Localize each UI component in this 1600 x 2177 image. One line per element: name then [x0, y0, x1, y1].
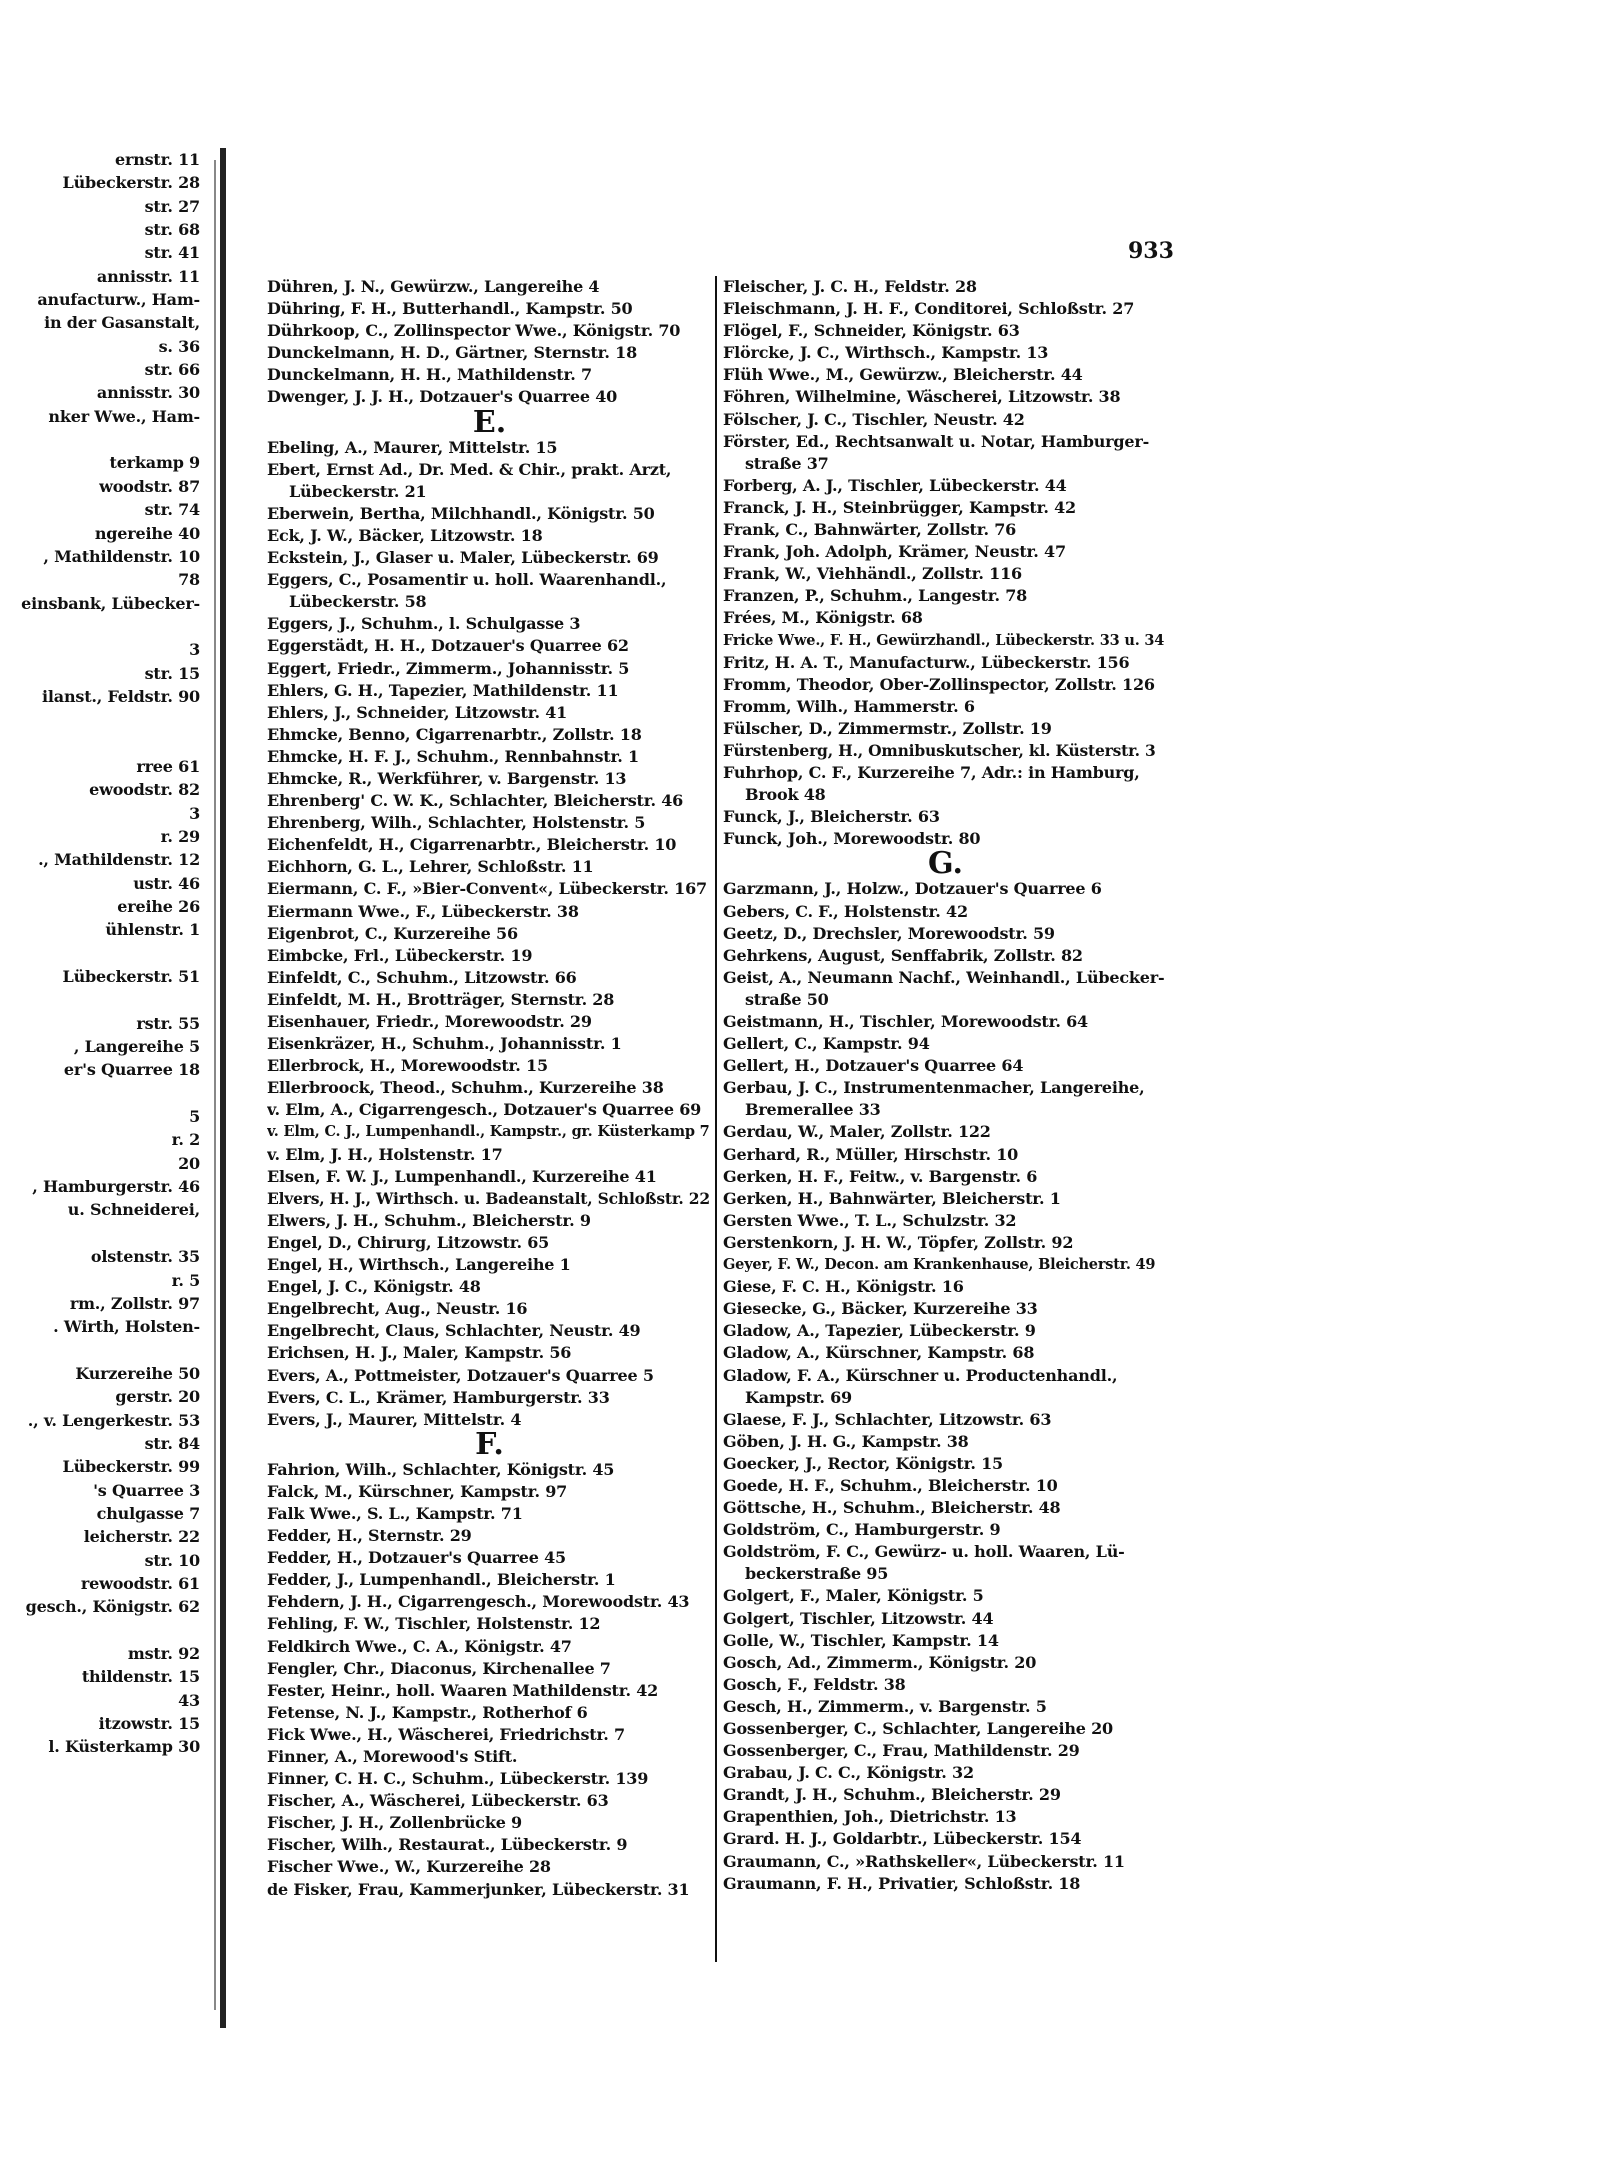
entry-continuation: Lübeckerstr. 58: [289, 592, 427, 612]
left-fragment-line: [0, 708, 200, 731]
directory-entry: Einfeldt, M. H., Brotträger, Sternstr. 28: [267, 989, 615, 1009]
entry-continuation: Kampstr. 69: [745, 1387, 852, 1407]
directory-entry: Fuhrhop, C. F., Kurzereihe 7, Adr.: in Hamburg,: [723, 763, 1140, 783]
directory-entry: Engel, H., Wirthsch., Langereihe 1: [267, 1255, 571, 1275]
left-fragment-line: annisstr. 30: [96, 383, 200, 403]
entry-continuation: straße 50: [745, 989, 829, 1009]
directory-column-left: [267, 276, 712, 1901]
section-letter: F.: [475, 1426, 504, 1462]
directory-entry: Geyer, F. W., Decon. am Krankenhause, Bleicherstr. 49: [723, 1256, 1156, 1274]
directory-entry: Eigenbrot, C., Kurzereihe 56: [267, 923, 518, 943]
directory-entry: Gerken, H. F., Feitw., v. Bargenstr. 6: [723, 1166, 1038, 1186]
directory-entry: Gladow, F. A., Kürschner u. Productenhandl.,: [723, 1365, 1118, 1385]
left-fragment-line: l. Küsterkamp 30: [48, 1737, 200, 1757]
left-fragment-line: [0, 1222, 200, 1245]
directory-entry: Elsen, F. W. J., Lumpenhandl., Kurzereihe 41: [267, 1166, 657, 1186]
left-fragment-line: r. 2: [171, 1130, 200, 1150]
directory-entry: Fleischer, J. C. H., Feldstr. 28: [723, 277, 977, 296]
left-fragment-line: ustr. 46: [133, 873, 200, 893]
directory-entry: Fischer Wwe., W., Kurzereihe 28: [267, 1857, 551, 1877]
left-fragment-line: [0, 615, 200, 638]
directory-entry: Ebert, Ernst Ad., Dr. Med. & Chir., prakt. Arzt,: [267, 459, 672, 479]
directory-entry: Dwenger, J. J. H., Dotzauer's Quarree 40: [267, 387, 618, 407]
directory-entry: Frank, C., Bahnwärter, Zollstr. 76: [723, 520, 1017, 540]
left-fragment-line: Kurzereihe 50: [75, 1363, 200, 1383]
directory-entry: Fricke Wwe., F. H., Gewürzhandl., Lübeckerstr. 33 u. 34: [723, 631, 1165, 649]
directory-entry: Elvers, H. J., Wirthsch. u. Badeanstalt, Schloßstr. 22: [267, 1188, 710, 1208]
left-fragment-line: u. Schneiderei,: [67, 1200, 200, 1220]
left-fragment-line: [0, 1082, 200, 1105]
directory-entry: Fromm, Wilh., Hammerstr. 6: [723, 696, 975, 716]
left-fragment-line: 43: [178, 1690, 200, 1710]
directory-entry: Fetense, N. J., Kampstr., Rotherhof 6: [267, 1702, 588, 1722]
directory-entry: Gladow, A., Tapezier, Lübeckerstr. 9: [723, 1321, 1036, 1341]
directory-entry: Förster, Ed., Rechtsanwalt u. Notar, Hamburger-: [723, 431, 1150, 451]
directory-entry: Glaese, F. J., Schlachter, Litzowstr. 63: [723, 1409, 1052, 1429]
directory-entry: Golgert, Tischler, Litzowstr. 44: [723, 1608, 994, 1628]
left-fragment-line: str. 41: [144, 243, 200, 263]
directory-entry: Ehlers, G. H., Tapezier, Mathildenstr. 11: [267, 680, 619, 700]
directory-entry: Funck, Joh., Morewoodstr. 80: [723, 829, 981, 849]
directory-entry: de Fisker, Frau, Kammerjunker, Lübeckerstr. 31: [267, 1879, 690, 1899]
directory-entry: Gladow, A., Kürschner, Kampstr. 68: [723, 1343, 1035, 1363]
left-fragment-line: s. 36: [158, 336, 200, 356]
directory-entry: Ehmcke, Benno, Cigarrenarbtr., Zollstr. 18: [267, 724, 642, 744]
left-fragment-line: str. 68: [144, 220, 200, 240]
directory-entry: Fedder, J., Lumpenhandl., Bleicherstr. 1: [267, 1570, 616, 1590]
directory-entry: Fahrion, Wilh., Schlachter, Königstr. 45: [267, 1459, 615, 1479]
directory-entry: Gerken, H., Bahnwärter, Bleicherstr. 1: [723, 1188, 1061, 1208]
directory-entry: Erichsen, H. J., Maler, Kampstr. 56: [267, 1343, 572, 1363]
left-fragment-line: leicherstr. 22: [83, 1527, 200, 1547]
directory-entry: Grard. H. J., Goldarbtr., Lübeckerstr. 154: [723, 1829, 1082, 1849]
left-fragment-line: rm., Zollstr. 97: [69, 1293, 200, 1313]
directory-entry: Flörcke, J. C., Wirthsch., Kampstr. 13: [723, 343, 1049, 363]
section-letter: G.: [928, 846, 963, 882]
directory-entry: Fehdern, J. H., Cigarrengesch., Morewoodstr. 43: [267, 1592, 690, 1612]
directory-entry: v. Elm, J. H., Holstenstr. 17: [267, 1144, 503, 1164]
entry-continuation: straße 37: [745, 453, 829, 473]
left-fragment-line: gerstr. 20: [115, 1387, 200, 1407]
directory-entry: Fischer, A., Wäscherei, Lübeckerstr. 63: [267, 1791, 609, 1811]
left-fragment-line: mstr. 92: [127, 1644, 200, 1663]
left-fragment-line: ., Mathildenstr. 12: [38, 850, 200, 870]
entry-continuation: beckerstraße 95: [745, 1564, 889, 1584]
left-fragment-line: itzowstr. 15: [98, 1714, 200, 1734]
left-fragment-line: r. 5: [171, 1270, 200, 1290]
directory-entry: Finner, A., Morewood's Stift.: [267, 1747, 518, 1766]
left-fragment-line: thildenstr. 15: [81, 1667, 200, 1687]
directory-entry: Dühren, J. N., Gewürzw., Langereihe 4: [267, 277, 600, 296]
directory-entry: Eggers, J., Schuhm., l. Schulgasse 3: [267, 614, 581, 634]
directory-entry: Evers, J., Maurer, Mittelstr. 4: [267, 1409, 522, 1429]
left-fragment-line: ernstr. 11: [114, 150, 200, 169]
left-fragment-line: Lübeckerstr. 99: [62, 1457, 200, 1477]
directory-entry: Geetz, D., Drechsler, Morewoodstr. 59: [723, 923, 1055, 943]
directory-entry: Einfeldt, C., Schuhm., Litzowstr. 66: [267, 967, 577, 987]
directory-entry: Eisenkräzer, H., Schuhm., Johannisstr. 1: [267, 1034, 622, 1054]
left-fragment-line: chulgasse 7: [96, 1503, 200, 1523]
directory-entry: Geist, A., Neumann Nachf., Weinhandl., Lübecker-: [723, 967, 1165, 987]
directory-entry: Gellert, H., Dotzauer's Quarree 64: [723, 1056, 1024, 1076]
book-gutter: [220, 148, 226, 2028]
left-fragment-line: rree 61: [136, 756, 200, 776]
entry-continuation: Bremerallee 33: [745, 1100, 881, 1120]
directory-entry: Gerbau, J. C., Instrumentenmacher, Langereihe,: [723, 1078, 1145, 1098]
directory-column-right: [723, 276, 1168, 1895]
left-fragment-line: [0, 428, 200, 451]
directory-entry: Gossenberger, C., Frau, Mathildenstr. 29: [723, 1741, 1080, 1761]
directory-entry: Fritz, H. A. T., Manufacturw., Lübeckerstr. 156: [723, 652, 1130, 672]
directory-entry: Eimbcke, Frl., Lübeckerstr. 19: [267, 945, 533, 965]
left-fragment-line: str. 15: [144, 663, 200, 683]
directory-entry: Gellert, C., Kampstr. 94: [723, 1034, 930, 1054]
directory-entry: Eichhorn, G. L., Lehrer, Schloßstr. 11: [267, 857, 594, 877]
directory-entry: Dührkoop, C., Zollinspector Wwe., Königstr. 70: [267, 321, 681, 341]
directory-entry: Graumann, C., »Rathskeller«, Lübeckerstr. 11: [723, 1851, 1125, 1871]
column-rule: [715, 276, 717, 1962]
directory-entry: Gossenberger, C., Schlachter, Langereihe 20: [723, 1719, 1113, 1738]
directory-entry: Eichenfeldt, H., Cigarrenarbtr., Bleicherstr. 10: [267, 835, 677, 855]
directory-entry: Grandt, J. H., Schuhm., Bleicherstr. 29: [723, 1785, 1061, 1805]
directory-entry: Giese, F. C. H., Königstr. 16: [723, 1277, 964, 1297]
directory-entry: Ebeling, A., Maurer, Mittelstr. 15: [267, 437, 558, 457]
directory-entry: Geistmann, H., Tischler, Morewoodstr. 64: [723, 1012, 1088, 1031]
directory-entry: Dühring, F. H., Butterhandl., Kampstr. 50: [267, 299, 633, 319]
page-number: 933: [1128, 238, 1174, 264]
directory-entry: Fester, Heinr., holl. Waaren Mathildenstr. 42: [267, 1680, 659, 1700]
left-fragment-line: [0, 942, 200, 965]
directory-entry: Eiermann, C. F., »Bier-Convent«, Lübeckerstr. 167: [267, 879, 707, 899]
directory-entry: Fischer, Wilh., Restaurat., Lübeckerstr. 9: [267, 1835, 628, 1855]
left-fragment-line: terkamp 9: [109, 453, 200, 473]
directory-entry: Fölscher, J. C., Tischler, Neustr. 42: [723, 409, 1025, 429]
left-fragment-line: Lübeckerstr. 28: [62, 173, 200, 193]
directory-entry: Engelbrecht, Claus, Schlachter, Neustr. 49: [267, 1321, 641, 1341]
directory-entry: Fromm, Theodor, Ober-Zollinspector, Zollstr. 126: [723, 674, 1155, 694]
directory-entry: Fleischmann, J. H. F., Conditorei, Schloßstr. 27: [723, 299, 1135, 319]
left-fragment-line: ühlenstr. 1: [105, 920, 200, 940]
left-fragment-line: nker Wwe., Ham-: [48, 406, 200, 426]
directory-entry: Ehmcke, R., Werkführer, v. Bargenstr. 13: [267, 768, 627, 788]
left-fragment-line: ngereihe 40: [94, 523, 200, 543]
directory-entry: Ellerbrock, H., Morewoodstr. 15: [267, 1056, 548, 1076]
directory-entry: Eggert, Friedr., Zimmerm., Johannisstr. 5: [267, 658, 630, 678]
left-fragment-line: [0, 1619, 200, 1642]
directory-entry: Frées, M., Königstr. 68: [723, 608, 923, 628]
left-fragment-line: str. 66: [144, 360, 200, 380]
directory-entry: Flögel, F., Schneider, Königstr. 63: [723, 321, 1020, 341]
directory-entry: Engel, J. C., Königstr. 48: [267, 1277, 481, 1297]
left-fragment-line: 3: [189, 803, 200, 823]
left-fragment-line: gesch., Königstr. 62: [25, 1597, 200, 1617]
entry-continuation: Lübeckerstr. 21: [289, 481, 427, 501]
directory-entry: Gerhard, R., Müller, Hirschstr. 10: [723, 1144, 1019, 1164]
directory-entry: Feldkirch Wwe., C. A., Königstr. 47: [267, 1636, 572, 1656]
left-fragment-line: , Hamburgerstr. 46: [32, 1177, 200, 1197]
directory-entry: Frank, W., Viehhändl., Zollstr. 116: [723, 564, 1022, 584]
directory-entry: Gebers, C. F., Holstenstr. 42: [723, 901, 968, 921]
directory-entry: Gesch, H., Zimmerm., v. Bargenstr. 5: [723, 1696, 1047, 1716]
directory-entry: Golgert, F., Maler, Königstr. 5: [723, 1586, 984, 1606]
left-fragment-line: ., v. Lengerkestr. 53: [27, 1410, 200, 1430]
left-fragment-line: ereihe 26: [117, 897, 200, 916]
directory-entry: Eisenhauer, Friedr., Morewoodstr. 29: [267, 1012, 592, 1031]
left-fragment-line: 3: [189, 640, 200, 660]
directory-entry: Fürstenberg, H., Omnibuskutscher, kl. Küsterstr. 3: [723, 740, 1156, 760]
directory-entry: Gehrkens, August, Senffabrik, Zollstr. 82: [723, 945, 1083, 965]
directory-entry: Gosch, F., Feldstr. 38: [723, 1674, 906, 1694]
directory-entry: Garzmann, J., Holzw., Dotzauer's Quarree 6: [723, 879, 1102, 899]
left-fragment-line: 's Quarree 3: [93, 1480, 200, 1500]
left-fragment-line: 20: [178, 1153, 200, 1173]
directory-entry: Elwers, J. H., Schuhm., Bleicherstr. 9: [267, 1210, 591, 1230]
directory-entry: Eberwein, Bertha, Milchhandl., Königstr. 50: [267, 503, 655, 523]
left-fragment-line: str. 27: [144, 196, 200, 216]
directory-entry: Göben, J. H. G., Kampstr. 38: [723, 1431, 969, 1451]
directory-entry: Föhren, Wilhelmine, Wäscherei, Litzowstr. 38: [723, 387, 1121, 407]
section-letter: E.: [472, 404, 507, 440]
left-fragment-line: anufacturw., Ham-: [37, 290, 200, 310]
left-fragment-line: str. 10: [144, 1550, 200, 1570]
left-fragment-line: rstr. 55: [136, 1013, 200, 1033]
directory-entry: Eiermann Wwe., F., Lübeckerstr. 38: [267, 901, 579, 921]
directory-entry: Evers, C. L., Krämer, Hamburgerstr. 33: [267, 1387, 610, 1407]
left-fragment-line: in der Gasanstalt,: [44, 313, 200, 333]
directory-entry: Falk Wwe., S. L., Kampstr. 71: [267, 1503, 523, 1523]
directory-entry: Gerdau, W., Maler, Zollstr. 122: [723, 1122, 991, 1142]
directory-entry: Eckstein, J., Glaser u. Maler, Lübeckerstr. 69: [267, 548, 659, 568]
directory-entry: Fischer, J. H., Zollenbrücke 9: [267, 1813, 522, 1833]
directory-entry: Gersten Wwe., T. L., Schulzstr. 32: [723, 1210, 1017, 1230]
directory-entry: v. Elm, A., Cigarrengesch., Dotzauer's Quarree 69: [267, 1100, 702, 1120]
directory-entry: Flüh Wwe., M., Gewürzw., Bleicherstr. 44: [723, 365, 1083, 385]
left-fragment-line: er's Quarree 18: [63, 1060, 200, 1080]
directory-entry: Ehlers, J., Schneider, Litzowstr. 41: [267, 702, 568, 722]
directory-entry: Goede, H. F., Schuhm., Bleicherstr. 10: [723, 1475, 1058, 1495]
directory-entry: Gosch, Ad., Zimmerm., Königstr. 20: [723, 1652, 1037, 1672]
directory-entry: Fick Wwe., H., Wäscherei, Friedrichstr. 7: [267, 1724, 625, 1744]
directory-entry: Evers, A., Pottmeister, Dotzauer's Quarree 5: [267, 1365, 654, 1385]
left-fragment-line: woodstr. 87: [99, 476, 200, 496]
directory-entry: Fehling, F. W., Tischler, Holstenstr. 12: [267, 1614, 601, 1634]
directory-entry: Engel, D., Chirurg, Litzowstr. 65: [267, 1232, 550, 1252]
directory-entry: Grabau, J. C. C., Königstr. 32: [723, 1763, 974, 1783]
directory-entry: Falck, M., Kürschner, Kampstr. 97: [267, 1481, 568, 1501]
entry-continuation: Brook 48: [745, 785, 826, 805]
left-fragment-line: ilanst., Feldstr. 90: [42, 686, 200, 706]
directory-entry: v. Elm, C. J., Lumpenhandl., Kampstr., gr. Küsterkamp 7: [267, 1123, 710, 1141]
directory-entry: Golle, W., Tischler, Kampstr. 14: [723, 1630, 999, 1650]
directory-entry: Eggerstädt, H. H., Dotzauer's Quarree 62: [267, 636, 629, 656]
left-fragment-line: . Wirth, Holsten-: [53, 1317, 200, 1337]
left-fragment-line: 5: [189, 1107, 200, 1127]
left-fragment-line: olstenstr. 35: [90, 1247, 200, 1267]
left-fragment-line: einsbank, Lübecker-: [21, 593, 200, 613]
directory-entry: Dunckelmann, H. D., Gärtner, Sternstr. 18: [267, 343, 638, 363]
directory-entry: Ehrenberg' C. W. K., Schlachter, Bleicherstr. 46: [267, 791, 684, 811]
directory-entry: Ellerbroock, Theod., Schuhm., Kurzereihe 38: [267, 1078, 664, 1098]
directory-entry: Fedder, H., Sternstr. 29: [267, 1526, 472, 1546]
directory-entry: Goldström, F. C., Gewürz- u. holl. Waaren, Lü-: [723, 1542, 1125, 1562]
left-fragment-line: [0, 1339, 200, 1362]
left-fragment-line: [0, 988, 200, 1011]
directory-entry: Graumann, F. H., Privatier, Schloßstr. 18: [723, 1873, 1081, 1893]
directory-entry: Ehrenberg, Wilh., Schlachter, Holstenstr. 5: [267, 813, 646, 833]
directory-entry: Frank, Joh. Adolph, Krämer, Neustr. 47: [723, 542, 1066, 562]
left-fragment-line: str. 74: [144, 500, 200, 520]
directory-entry: Forberg, A. J., Tischler, Lübeckerstr. 44: [723, 475, 1067, 495]
directory-entry: Fedder, H., Dotzauer's Quarree 45: [267, 1548, 566, 1568]
directory-entry: Ehmcke, H. F. J., Schuhm., Rennbahnstr. 1: [267, 746, 639, 766]
left-fragment-line: Lübeckerstr. 51: [62, 967, 200, 987]
directory-entry: Goecker, J., Rector, Königstr. 15: [723, 1453, 1003, 1473]
directory-entry: Fülscher, D., Zimmermstr., Zollstr. 19: [723, 718, 1052, 738]
directory-entry: Engelbrecht, Aug., Neustr. 16: [267, 1299, 528, 1319]
directory-entry: Franzen, P., Schuhm., Langestr. 78: [723, 586, 1028, 606]
left-fragment-line: annisstr. 11: [96, 266, 200, 286]
directory-entry: Dunckelmann, H. H., Mathildenstr. 7: [267, 365, 592, 385]
directory-entry: Göttsche, H., Schuhm., Bleicherstr. 48: [723, 1498, 1061, 1518]
directory-entry: Finner, C. H. C., Schuhm., Lübeckerstr. 139: [267, 1769, 649, 1789]
left-fragment-line: , Mathildenstr. 10: [43, 546, 200, 566]
left-fragment-line: , Langereihe 5: [73, 1037, 200, 1057]
directory-entry: Franck, J. H., Steinbrügger, Kampstr. 42: [723, 497, 1076, 517]
directory-entry: Fengler, Chr., Diaconus, Kirchenallee 7: [267, 1658, 611, 1678]
left-fragment-line: str. 84: [144, 1433, 200, 1453]
directory-entry: Funck, J., Bleicherstr. 63: [723, 807, 940, 827]
left-fragment-line: ewoodstr. 82: [89, 780, 200, 800]
directory-entry: Gerstenkorn, J. H. W., Töpfer, Zollstr. 92: [723, 1232, 1074, 1252]
directory-entry: Grapenthien, Joh., Dietrichstr. 13: [723, 1807, 1017, 1827]
directory-entry: Eggers, C., Posamentir u. holl. Waarenhandl.,: [267, 570, 667, 590]
directory-entry: Goldström, C., Hamburgerstr. 9: [723, 1520, 1001, 1540]
left-fragment-line: 78: [178, 570, 200, 590]
left-fragment-line: r. 29: [160, 826, 200, 846]
left-page-text: [0, 148, 200, 1759]
left-fragment-line: rewoodstr. 61: [80, 1573, 200, 1593]
left-page-edge: [214, 160, 216, 2010]
directory-entry: Eck, J. W., Bäcker, Litzowstr. 18: [267, 525, 543, 545]
directory-entry: Giesecke, G., Bäcker, Kurzereihe 33: [723, 1299, 1038, 1319]
left-fragment-line: [0, 732, 200, 755]
